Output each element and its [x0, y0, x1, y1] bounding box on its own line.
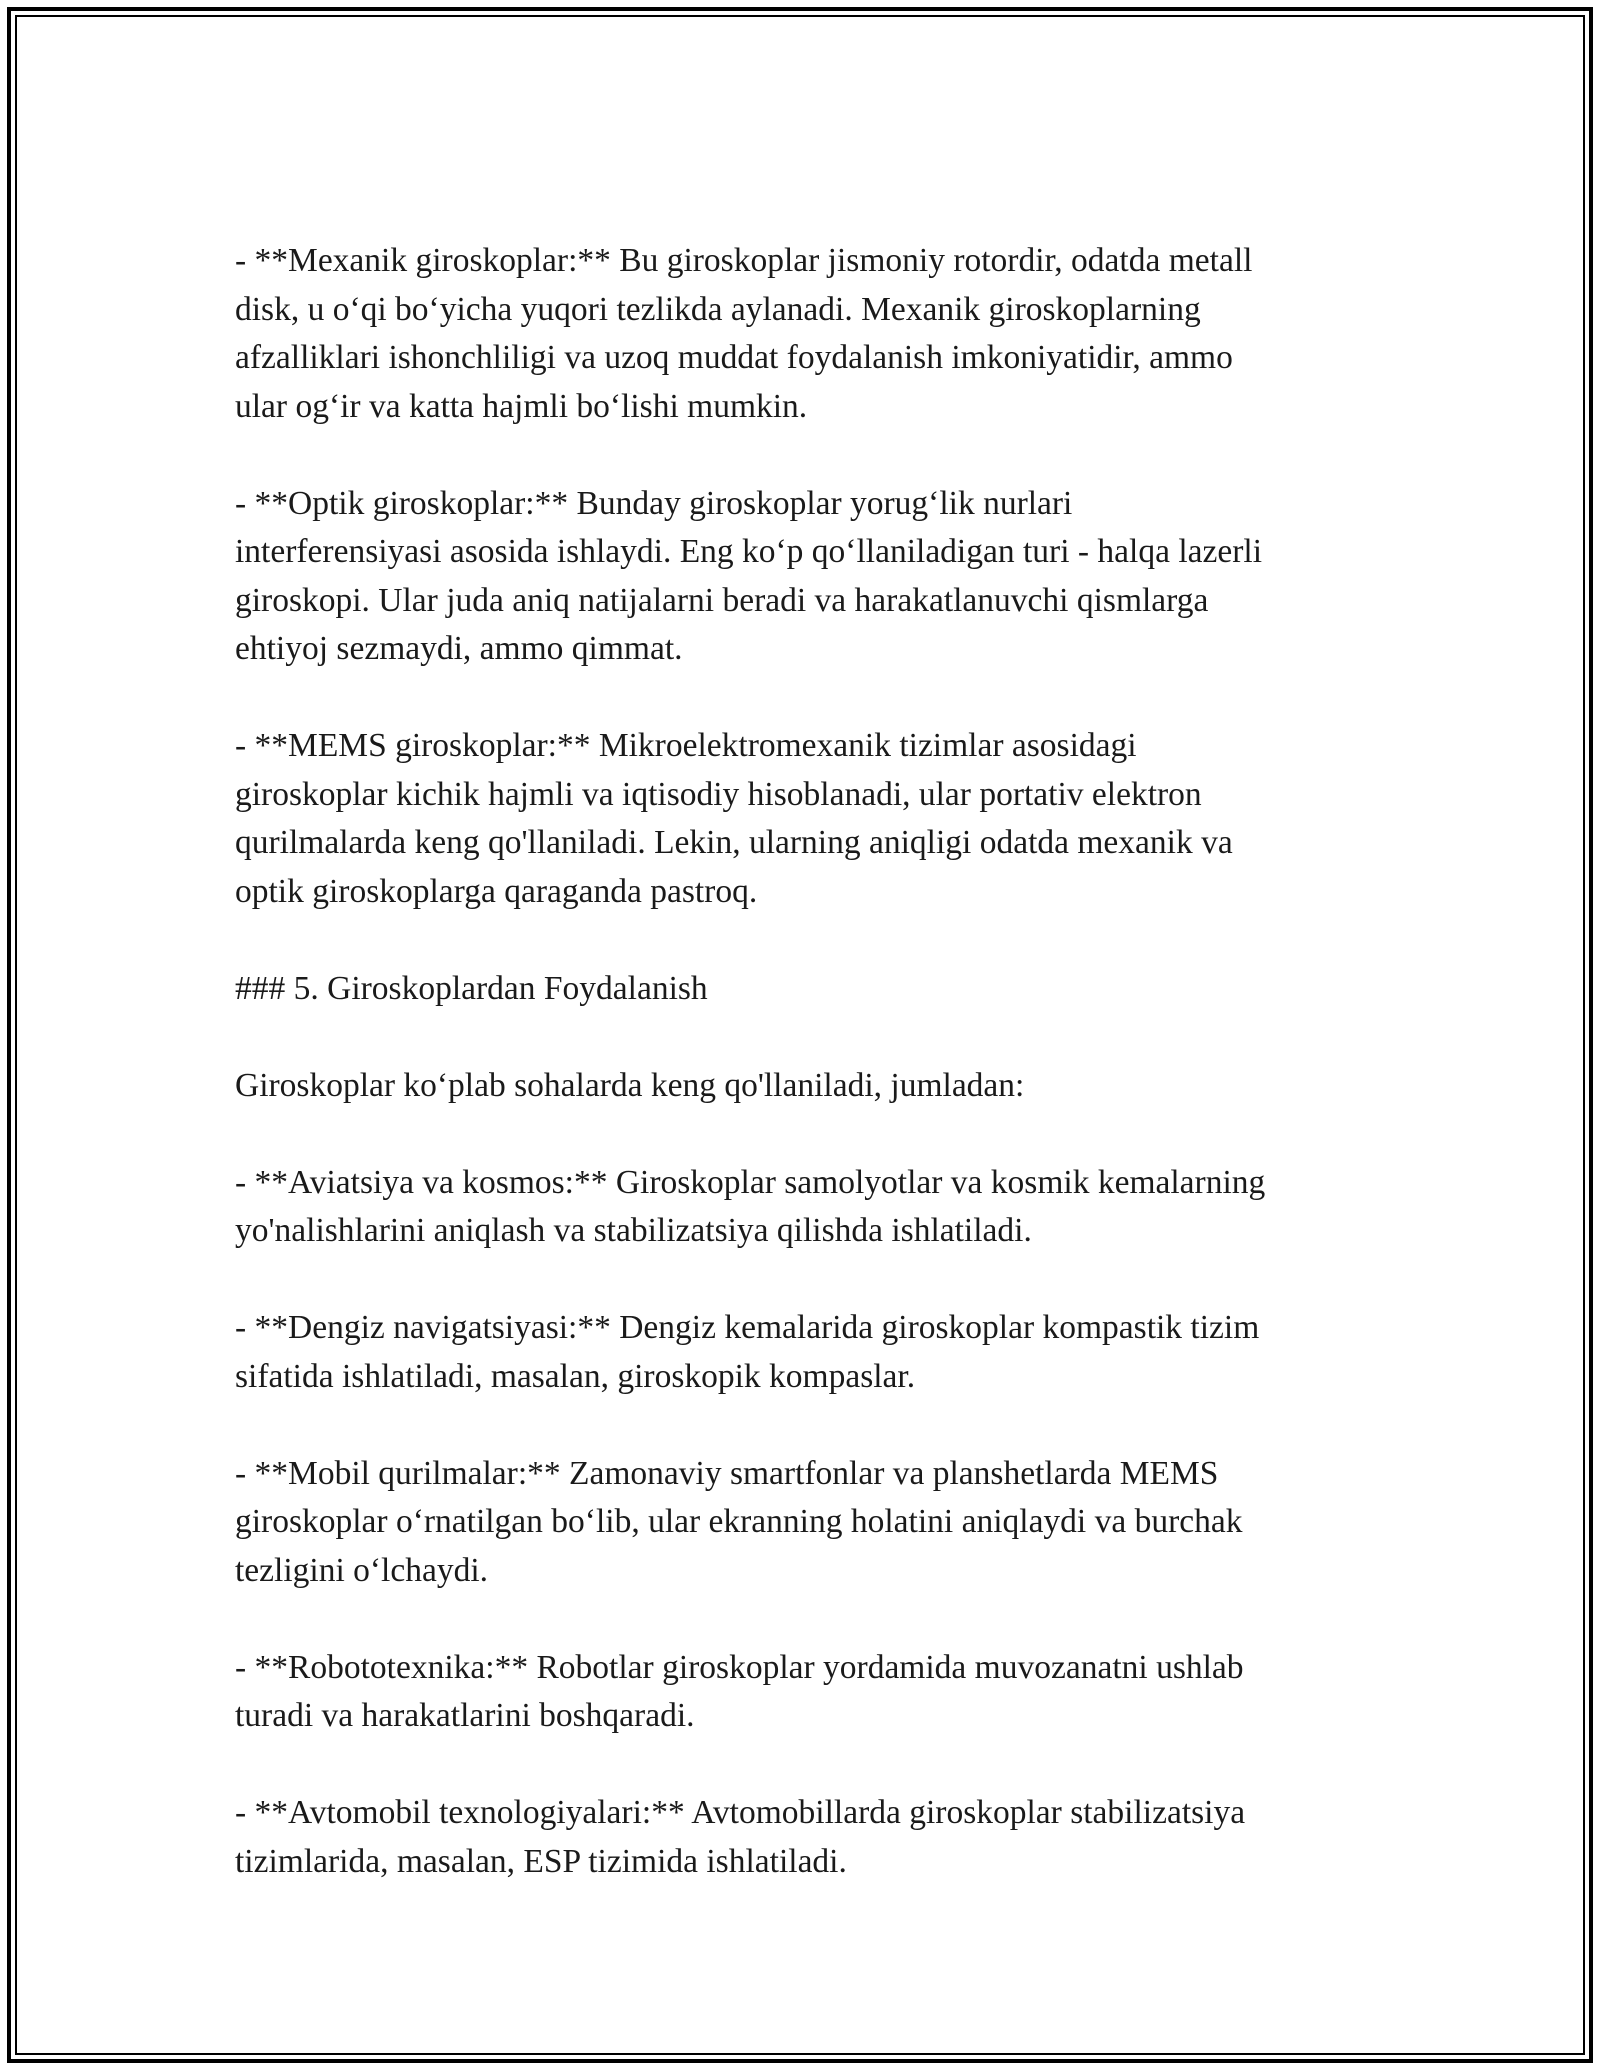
- text-line: - **Mobil qurilmalar:** Zamonaviy smartfonlar va planshetlarda MEMS: [235, 1454, 1219, 1492]
- paragraph-marine-navigation: [235, 1304, 1375, 1401]
- paragraph-mobile-devices: [235, 1450, 1375, 1596]
- text-line: Giroskoplar ko‘plab sohalarda keng qo'llaniladi, jumladan:: [235, 1066, 1025, 1104]
- text-line: tezligini o‘lchaydi.: [235, 1551, 489, 1589]
- text-line: - **Robototexnika:** Robotlar giroskoplar yordamida muvozanatni ushlab: [235, 1648, 1244, 1686]
- text-line: afzalliklari ishonchliligi va uzoq muddat foydalanish imkoniyatidir, ammo: [235, 339, 1233, 376]
- text-line: tizimlarida, masalan, ESP tizimida ishlatiladi.: [235, 1842, 847, 1880]
- paragraph-automotive: [235, 1789, 1375, 1886]
- paragraph-robotics: [235, 1644, 1375, 1741]
- section-heading: [235, 965, 1375, 1014]
- paragraph-optical-gyroscopes: [235, 480, 1375, 674]
- text-line: - **Avtomobil texnologiyalari:** Avtomobillarda giroskoplar stabilizatsiya: [235, 1794, 1246, 1831]
- text-line: - **Aviatsiya va kosmos:** Giroskoplar samolyotlar va kosmik kemalarning: [235, 1163, 1266, 1201]
- document-body: [235, 237, 1375, 1935]
- text-line: yo'nalishlarini aniqlash va stabilizatsiya qilishda ishlatiladi.: [235, 1212, 1032, 1249]
- paragraph-mems-gyroscopes: [235, 722, 1375, 916]
- text-line: - **Dengiz navigatsiyasi:** Dengiz kemalarida giroskoplar kompastik tizim: [235, 1309, 1260, 1346]
- text-line: ehtiyoj sezmaydi, ammo qimmat.: [235, 630, 683, 667]
- text-line: ular og‘ir va katta hajmli bo‘lishi mumkin.: [235, 387, 808, 425]
- text-line: turadi va harakatlarini boshqaradi.: [235, 1697, 695, 1734]
- text-line: optik giroskoplarga qaraganda pastroq.: [235, 872, 758, 910]
- paragraph-mechanical-gyroscopes: [235, 237, 1375, 431]
- text-line: - **MEMS giroskoplar:** Mikroelektromexanik tizimlar asosidagi: [235, 727, 1137, 764]
- text-line: qurilmalarda keng qo'llaniladi. Lekin, ularning aniqligi odatda mexanik va: [235, 824, 1233, 861]
- paragraph-aviation: [235, 1159, 1375, 1256]
- text-line: - **Mexanik giroskoplar:** Bu giroskoplar jismoniy rotordir, odatda metall: [235, 242, 1253, 279]
- text-line: disk, u o‘qi bo‘yicha yuqori tezlikda aylanadi. Mexanik giroskoplarning: [235, 290, 1201, 328]
- text-line: interferensiyasi asosida ishlaydi. Eng ko‘p qo‘llaniladigan turi - halqa lazerli: [235, 533, 1263, 570]
- text-line: sifatida ishlatiladi, masalan, giroskopik kompaslar.: [235, 1357, 916, 1395]
- heading-text: ### 5. Giroskoplardan Foydalanish: [235, 969, 708, 1007]
- paragraph-intro: [235, 1062, 1375, 1111]
- text-line: - **Optik giroskoplar:** Bunday giroskoplar yorug‘lik nurlari: [235, 484, 1073, 522]
- text-line: giroskopi. Ular juda aniq natijalarni beradi va harakatlanuvchi qismlarga: [235, 581, 1209, 619]
- text-line: giroskoplar o‘rnatilgan bo‘lib, ular ekranning holatini aniqlaydi va burchak: [235, 1503, 1243, 1540]
- text-line: giroskoplar kichik hajmli va iqtisodiy hisoblanadi, ular portativ elektron: [235, 775, 1202, 813]
